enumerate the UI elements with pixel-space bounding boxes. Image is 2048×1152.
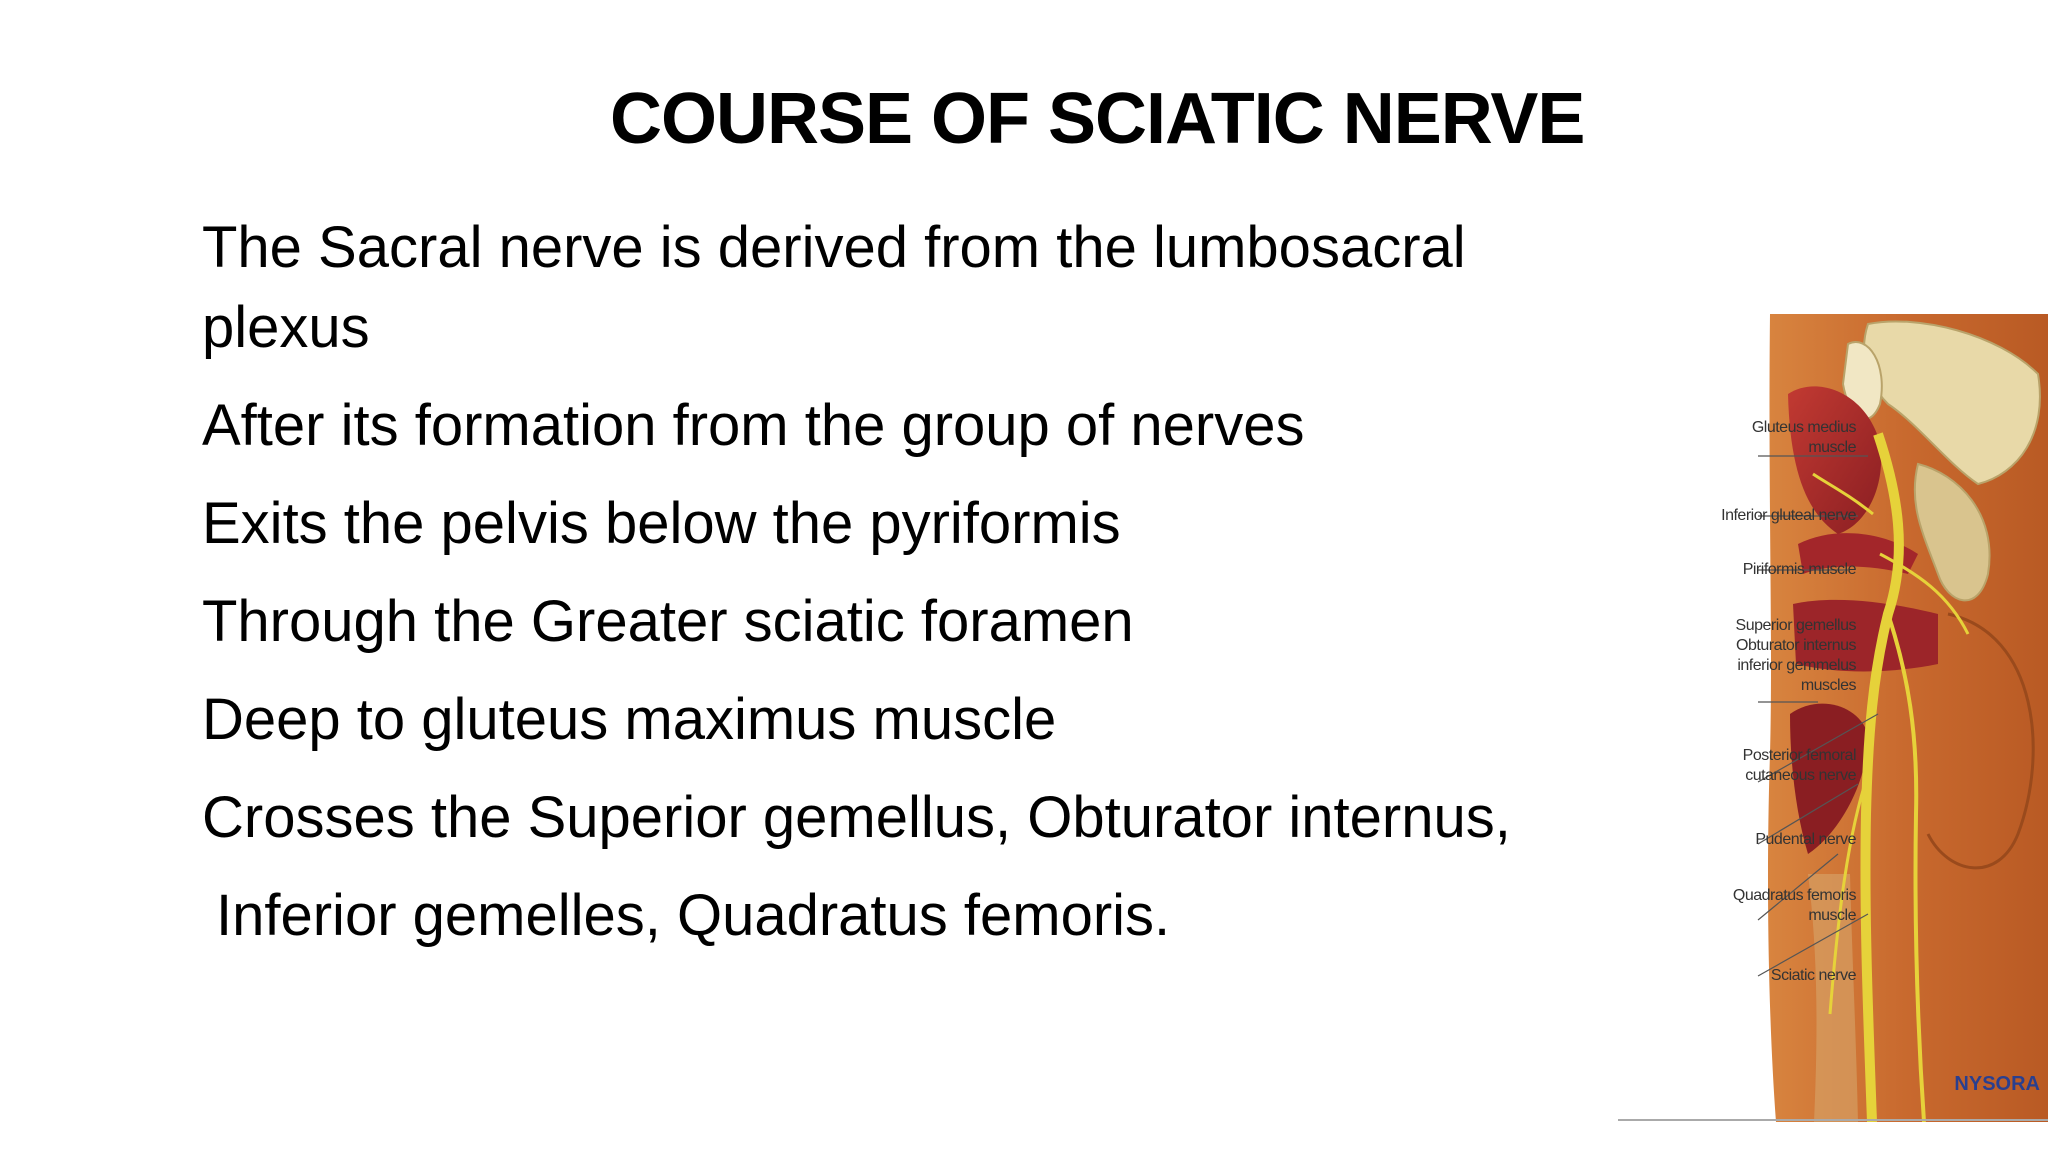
label-line: Gluteus medius — [1751, 419, 1856, 436]
bullet-item: Exits the pelvis below the pyriformis — [202, 491, 1121, 556]
label-line: muscle — [1808, 439, 1856, 456]
label-line: inferior gemmelus — [1737, 657, 1856, 674]
bullet-item: Through the Greater sciatic foramen — [202, 589, 1134, 654]
anatomy-figure — [1618, 314, 2048, 1122]
bullet-item: The Sacral nerve is derived from the lumbosacral plexus — [202, 215, 1466, 360]
bullet-list — [202, 208, 1612, 974]
bullet-item: Deep to gluteus maximus muscle — [202, 687, 1057, 752]
label-line: Obturator internus — [1736, 637, 1856, 654]
label-line: Quadratus femoris — [1732, 887, 1856, 904]
label-line: cutaneous nerve — [1745, 767, 1856, 784]
bullet-item: Crosses the Superior gemellus, Obturator internus, — [202, 785, 1511, 850]
label-quadratus-femoris — [1733, 886, 1856, 926]
label-line: Posterior femoral — [1742, 747, 1856, 764]
brand-logo: NYSORA — [1954, 1073, 2040, 1095]
label-line: muscle — [1808, 907, 1856, 924]
label-line: muscles — [1800, 677, 1856, 694]
bullet-item: Inferior gemelles, Quadratus femoris. — [216, 883, 1171, 948]
slide-title: COURSE OF SCIATIC NERVE — [610, 79, 1585, 159]
bullet-item: After its formation from the group of nerves — [202, 393, 1305, 458]
label-gluteus-medius — [1752, 418, 1856, 458]
label-inferior-gluteal-nerve: Inferior gluteal nerve — [1721, 507, 1856, 524]
label-line: Superior gemellus — [1735, 617, 1856, 634]
label-posterior-femoral — [1743, 746, 1856, 786]
label-gemellus-group — [1736, 616, 1856, 696]
label-sciatic-nerve: Sciatic nerve — [1770, 967, 1856, 984]
label-piriformis: Piriformis muscle — [1742, 561, 1856, 578]
label-pudendal-nerve: Pudental nerve — [1755, 831, 1856, 848]
